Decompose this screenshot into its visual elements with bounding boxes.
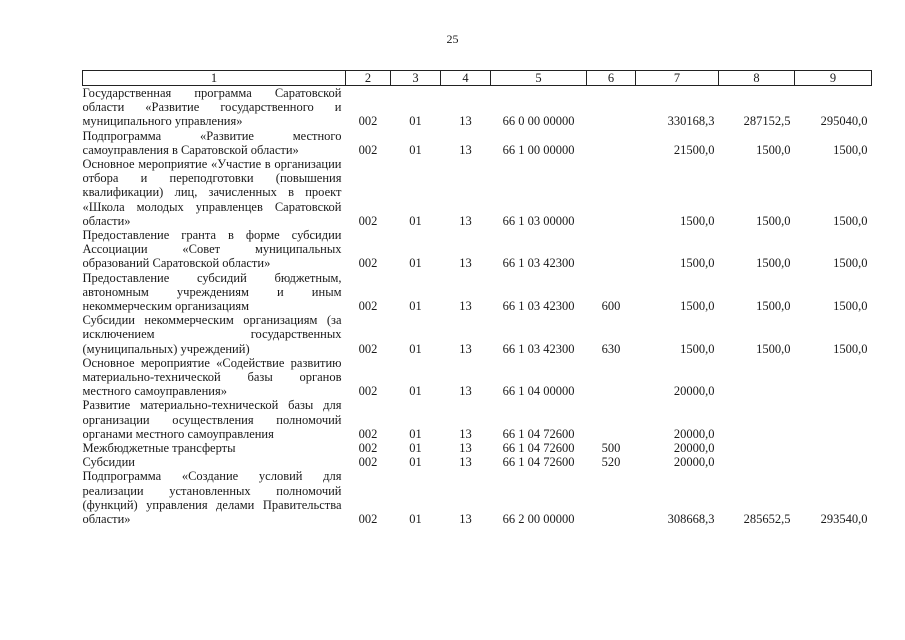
target-article-code: 66 1 04 00000 <box>502 384 575 399</box>
expense-type-code <box>587 356 636 399</box>
target-article-code: 66 1 03 42300 <box>502 256 575 271</box>
amount-year-3: 293540,0 <box>820 512 868 527</box>
subsection-code: 13 <box>459 341 472 356</box>
section-code: 01 <box>409 213 422 228</box>
subsection-code: 13 <box>459 426 472 441</box>
amount-year-3 <box>795 455 872 469</box>
section-code: 01 <box>409 441 422 456</box>
amount-year-1: 308668,3 <box>667 512 715 527</box>
amount-year-1: 1500,0 <box>680 341 715 356</box>
row-name: Подпрограмма «Развитие местного самоуправления в Саратовской области» <box>82 128 342 157</box>
header-cell: 2 <box>346 71 391 86</box>
amount-year-2: 1500,0 <box>756 256 791 271</box>
section-code: 01 <box>409 256 422 271</box>
admin-code: 002 <box>358 213 378 228</box>
amount-year-1: 20000,0 <box>673 384 715 399</box>
section-code: 01 <box>409 512 422 527</box>
table-row <box>83 157 872 228</box>
admin-code: 002 <box>358 142 378 157</box>
table-row <box>83 398 872 441</box>
expense-type-code: 520 <box>601 455 621 470</box>
amount-year-3: 1500,0 <box>833 341 868 356</box>
row-name: Субсидии <box>82 455 135 470</box>
expense-type-code <box>587 469 636 526</box>
admin-code: 002 <box>358 256 378 271</box>
header-cell: 3 <box>391 71 441 86</box>
amount-year-3: 295040,0 <box>820 114 868 129</box>
amount-year-3: 1500,0 <box>833 299 868 314</box>
amount-year-2: 1500,0 <box>756 341 791 356</box>
table-row <box>83 129 872 157</box>
expense-type-code <box>587 228 636 271</box>
section-code: 01 <box>409 142 422 157</box>
subsection-code: 13 <box>459 256 472 271</box>
expense-type-code <box>587 398 636 441</box>
table-row <box>83 441 872 455</box>
admin-code: 002 <box>358 114 378 129</box>
target-article-code: 66 0 00 00000 <box>502 114 575 129</box>
admin-code: 002 <box>358 426 378 441</box>
admin-code: 002 <box>358 299 378 314</box>
amount-year-1: 20000,0 <box>673 455 715 470</box>
table-row <box>83 455 872 469</box>
table-row <box>83 86 872 129</box>
amount-year-1: 1500,0 <box>680 299 715 314</box>
target-article-code: 66 2 00 00000 <box>502 512 575 527</box>
expense-type-code: 630 <box>601 341 621 356</box>
row-name: Подпрограмма «Создание условий для реализации установленных полномочий (функций) управления делами Правительства области» <box>82 469 342 527</box>
subsection-code: 13 <box>459 142 472 157</box>
header-cell: 1 <box>83 71 346 86</box>
row-name: Межбюджетные трансферты <box>82 441 236 456</box>
table-row <box>83 469 872 526</box>
amount-year-1: 1500,0 <box>680 213 715 228</box>
amount-year-2: 1500,0 <box>756 299 791 314</box>
table-row <box>83 228 872 271</box>
row-name: Предоставление субсидий бюджетным, автономным учреждениям и иным некоммерческим организациям <box>82 270 342 314</box>
subsection-code: 13 <box>459 213 472 228</box>
header-cell: 5 <box>491 71 587 86</box>
budget-table <box>82 70 872 526</box>
target-article-code: 66 1 00 00000 <box>502 142 575 157</box>
target-article-code: 66 1 04 72600 <box>502 426 575 441</box>
row-name: Государственная программа Саратовской области «Развитие государственного и муниципального управления» <box>82 86 342 129</box>
target-article-code: 66 1 04 72600 <box>502 455 575 470</box>
row-name: Субсидии некоммерческим организациям (за исключением государственных (муниципальных) учреждений) <box>82 313 342 356</box>
amount-year-2: 1500,0 <box>756 213 791 228</box>
section-code: 01 <box>409 426 422 441</box>
header-cell: 9 <box>795 71 872 86</box>
section-code: 01 <box>409 455 422 470</box>
section-code: 01 <box>409 114 422 129</box>
amount-year-3 <box>795 441 872 455</box>
expense-type-code <box>587 157 636 228</box>
admin-code: 002 <box>358 441 378 456</box>
section-code: 01 <box>409 299 422 314</box>
amount-year-2: 285652,5 <box>743 512 791 527</box>
expense-type-code <box>587 129 636 157</box>
section-code: 01 <box>409 384 422 399</box>
admin-code: 002 <box>358 341 378 356</box>
subsection-code: 13 <box>459 114 472 129</box>
subsection-code: 13 <box>459 441 472 456</box>
amount-year-2 <box>719 356 795 399</box>
target-article-code: 66 1 04 72600 <box>502 441 575 456</box>
row-name: Основное мероприятие «Участие в организации отбора и переподготовки (повышения квалификации) лиц, зачисленных в проект «Школа молодых управленцев Саратовской области» <box>82 157 342 228</box>
row-name: Развитие материально-технической базы для организации осуществления полномочий органами местного самоуправления <box>82 398 342 441</box>
amount-year-1: 20000,0 <box>673 426 715 441</box>
amount-year-1: 330168,3 <box>667 114 715 129</box>
header-row <box>83 71 872 86</box>
header-cell: 7 <box>636 71 719 86</box>
amount-year-3: 1500,0 <box>833 256 868 271</box>
subsection-code: 13 <box>459 512 472 527</box>
row-name: Основное мероприятие «Содействие развитию материально-технической базы органов местного самоуправления» <box>82 355 342 399</box>
admin-code: 002 <box>358 455 378 470</box>
amount-year-2 <box>719 455 795 469</box>
amount-year-1: 20000,0 <box>673 441 715 456</box>
header-cell: 6 <box>587 71 636 86</box>
subsection-code: 13 <box>459 384 472 399</box>
amount-year-2 <box>719 441 795 455</box>
expense-type-code <box>587 86 636 129</box>
amount-year-2: 1500,0 <box>756 142 791 157</box>
header-cell: 4 <box>441 71 491 86</box>
target-article-code: 66 1 03 42300 <box>502 299 575 314</box>
table-row <box>83 313 872 356</box>
amount-year-3: 1500,0 <box>833 213 868 228</box>
amount-year-2: 287152,5 <box>743 114 791 129</box>
admin-code: 002 <box>358 384 378 399</box>
amount-year-1: 21500,0 <box>673 142 715 157</box>
target-article-code: 66 1 03 00000 <box>502 213 575 228</box>
expense-type-code: 600 <box>601 299 621 314</box>
row-name: Предоставление гранта в форме субсидии Ассоциации «Совет муниципальных образований Саратовской области» <box>82 228 342 271</box>
amount-year-1: 1500,0 <box>680 256 715 271</box>
table-row <box>83 356 872 399</box>
table-row <box>83 271 872 314</box>
header-cell: 8 <box>719 71 795 86</box>
amount-year-3 <box>795 356 872 399</box>
amount-year-3 <box>795 398 872 441</box>
subsection-code: 13 <box>459 299 472 314</box>
amount-year-3: 1500,0 <box>833 142 868 157</box>
admin-code: 002 <box>358 512 378 527</box>
amount-year-2 <box>719 398 795 441</box>
page-number: 25 <box>446 32 459 46</box>
target-article-code: 66 1 03 42300 <box>502 341 575 356</box>
section-code: 01 <box>409 341 422 356</box>
expense-type-code: 500 <box>601 441 621 456</box>
subsection-code: 13 <box>459 455 472 470</box>
